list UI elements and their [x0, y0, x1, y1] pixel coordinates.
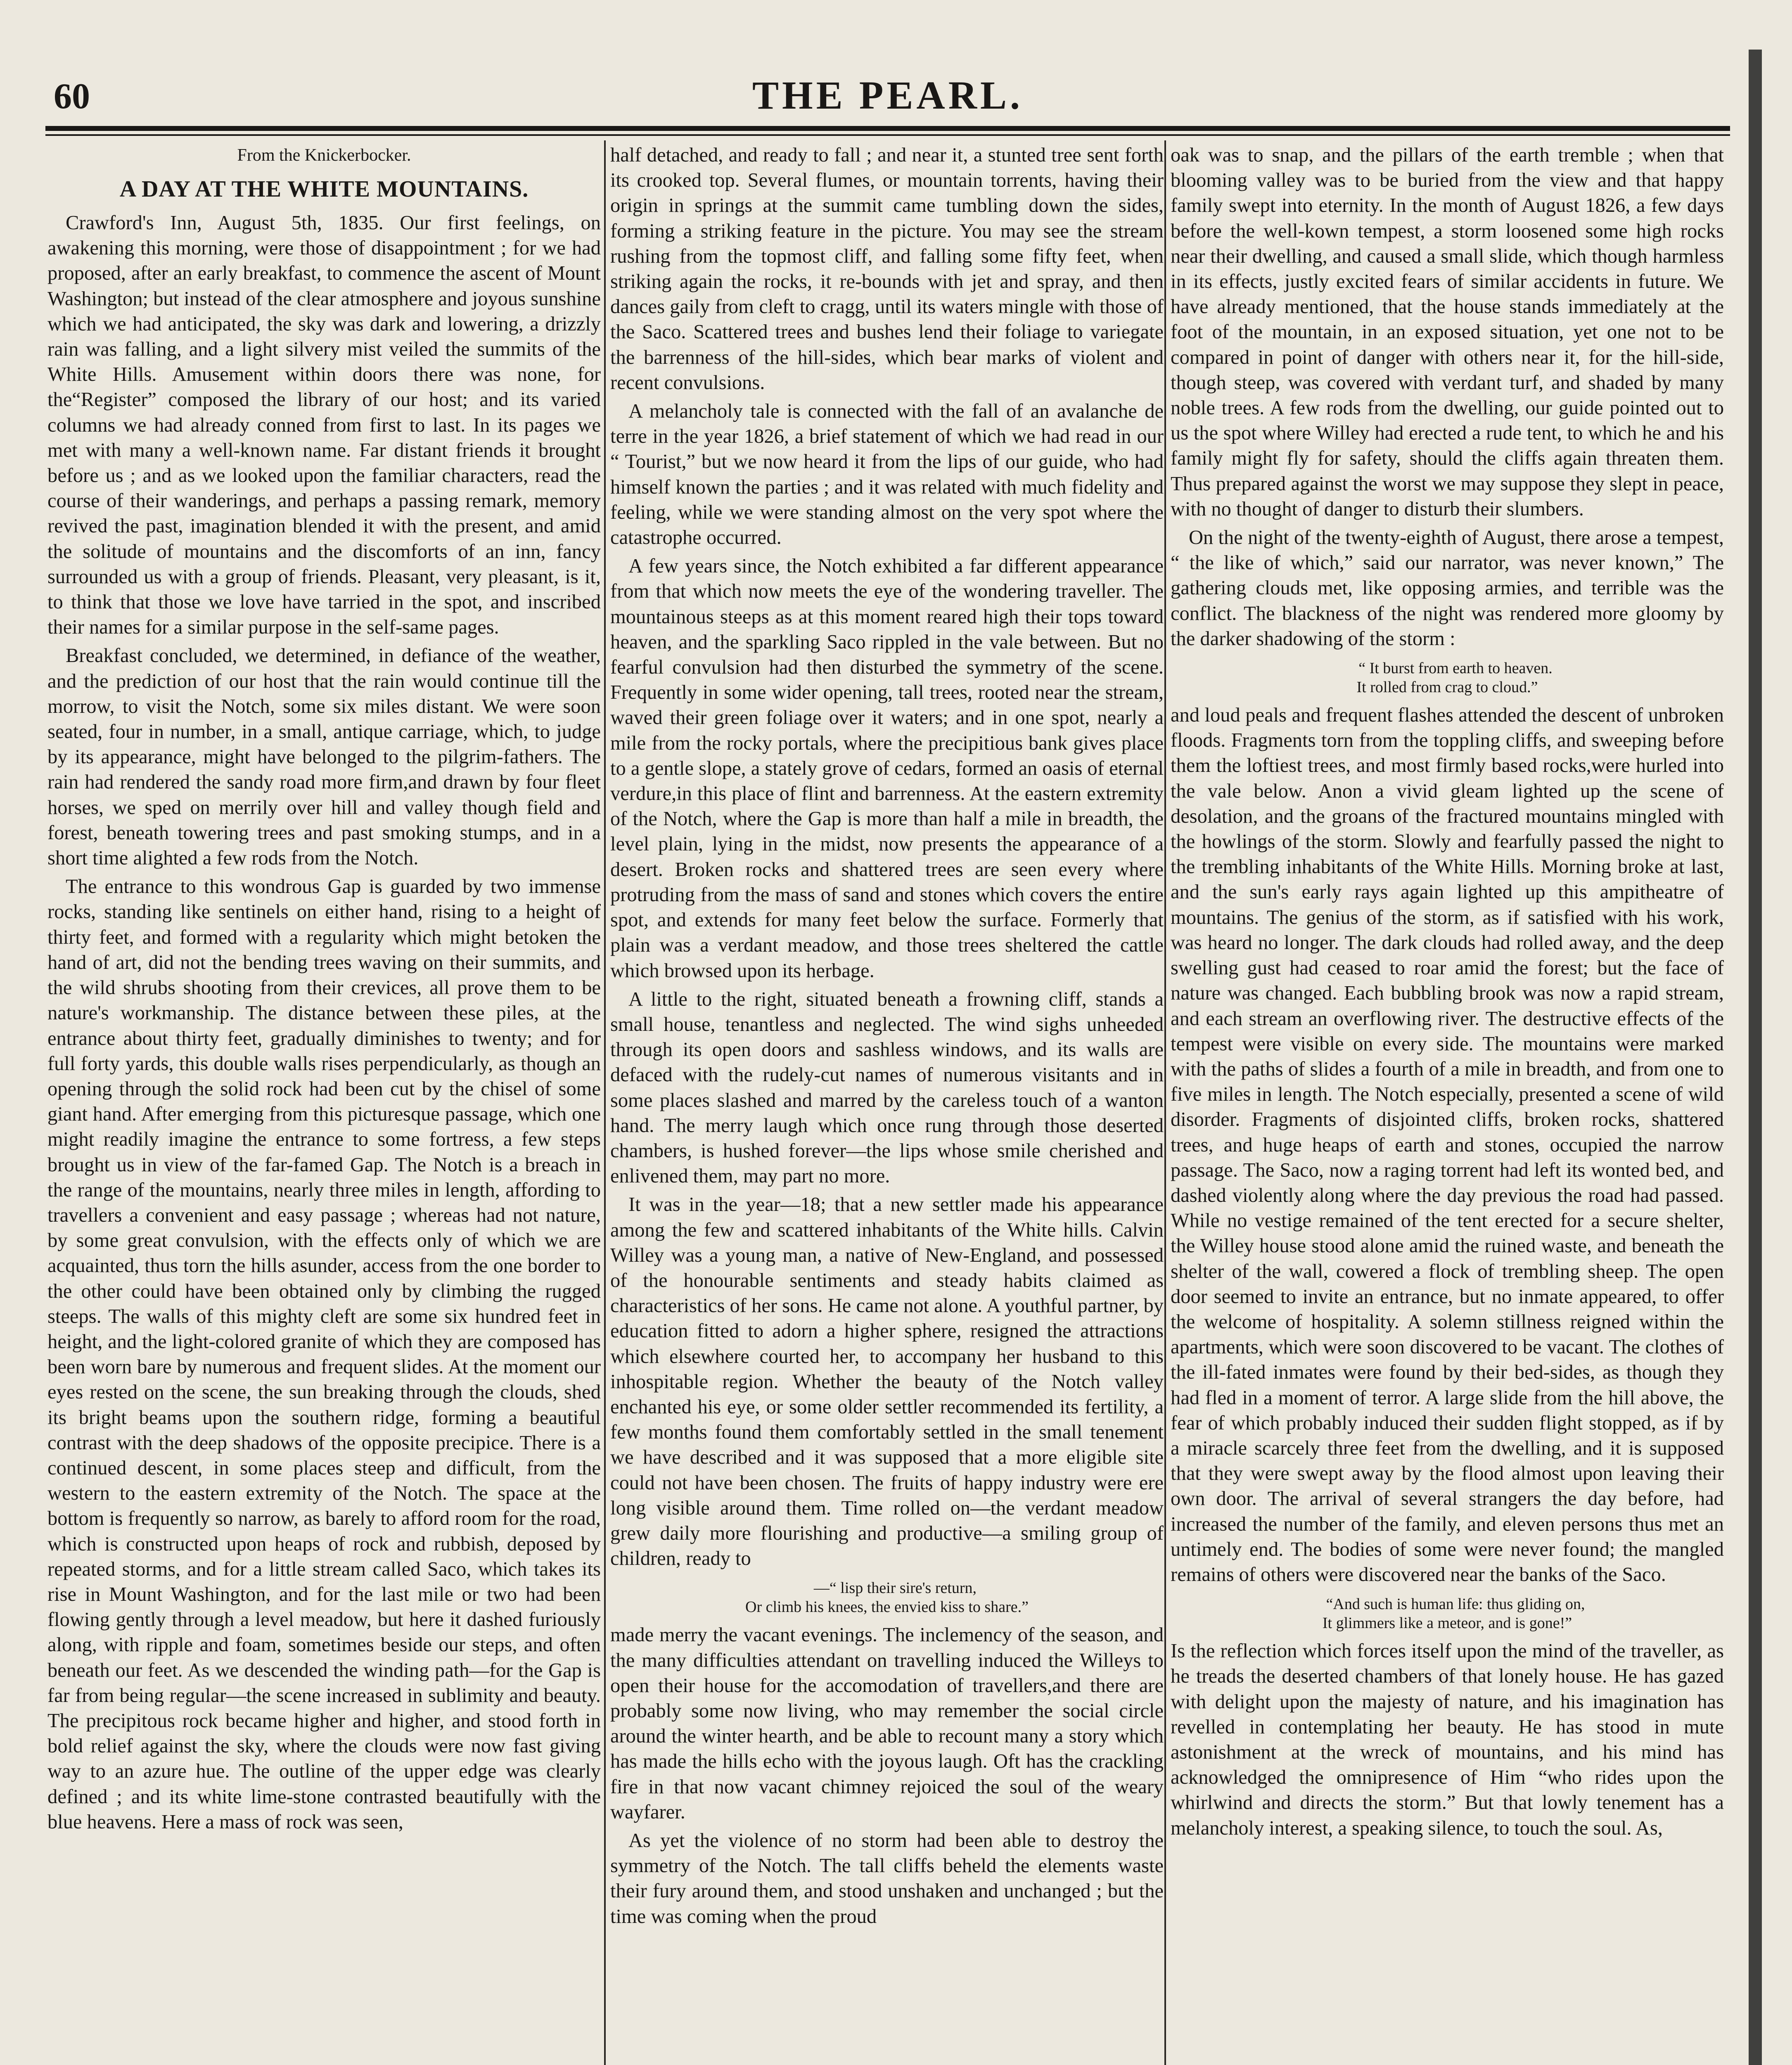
column-2	[610, 142, 1164, 2065]
column-divider	[1164, 140, 1166, 2065]
masthead-title: THE PEARL.	[752, 73, 1024, 117]
paragraph: and loud peals and frequent flashes attended the descent of unbroken floods. Fragments torn from the toppling cliffs, and sweeping before them the loftiest trees, and most firmly based rocks,were hurled into the vale below. Anon a vivid gleam lighted up the scene of desolation, and the groans of the fractured mountains mingled with the howlings of the storm. Slowly and fearfully passed the night to the trembling inhabitants of the White Hills. Morning broke at last, and the sun's early rays again lighted up this ampitheatre of mountains. The genius of the storm, as if satisfied with his work, was heard no longer. The dark clouds had rolled away, and the deep swelling gust had ceased to roar amid the forest; but the face of nature was changed. Each bubbling brook was now a rapid stream, and each stream an overflowing river. The destructive effects of the tempest were visible on every side. The mountains were marked with the paths of slides a fourth of a mile in breadth, and from one to five miles in length. The Notch especially, presented a scene of wild disorder. Fragments of disjointed cliffs, broken rocks, shattered trees, and huge heaps of earth and stones, occupied the narrow passage. The Saco, now a raging torrent had left its wonted bed, and dashed violently along where the day previous the road had passed. While no vestige remained of the tent erected for a secure shelter, the Willey house stood alone amid the ruined waste, and beneath the shelter of the wall, cowered a flock of trembling sheep. The open door seemed to invite an entrance, but no inmate appeared, to offer the welcome of hospitality. A solemn stillness reigned within the apartments, which were soon discovered to be vacant. The clothes of the ill-fated inmates were found by their bed-sides, as though they had fled in a moment of terror. A large slide from the hill above, the fear of which probably induced their sudden flight stopped, as if by a miracle scarcely three feet from the dwelling, and it is supposed that they were swept away by the flood almost upon leaving their own door. The arrival of several strangers the day before, had increased the number of the family, and eleven persons thus met an untimely end. The bodies of some were never found; the mangled remains of others were discovered near the banks of the Saco.	[1171, 704, 1724, 1586]
verse-line: It rolled from crag to cloud.”	[1356, 679, 1538, 696]
paragraph: oak was to snap, and the pillars of the earth tremble ; when that blooming valley was to be buried from the view and that happy family swept into eternity. In the month of August 1826, a few days before the well-kown tempest, a storm loosened some high rocks near their dwelling, and caused a small slide, which though harmless in its effects, justly excited fears of similar accidents in future. We have already mentioned, that the house stands immediately at the foot of the mountain, in an exposed situation, yet one not to be compared in point of danger with others near it, for the hill-side, though steep, was covered with verdant turf, and shaded by many noble trees. A few rods from the dwelling, our guide pointed out to us the spot where Willey had erected a rude tent, to which he and his family might fly for safety, should the cliffs again threaten them. Thus prepared against the worst we may suppose they slept in peace, with no thought of danger to disturb their slumbers.	[1171, 144, 1724, 520]
column-divider	[604, 140, 606, 2065]
source-line: From the Knickerbocker.	[237, 146, 411, 165]
paragraph: made merry the vacant evenings. The inclemency of the season, and the many difficulties attendant on travelling induced the Willeys to open their house for the accomodation of travellers,and there are probably some now living, who may remember the social circle around the winter hearth, and be able to recount many a story which has made the hills echo with the joyous laugh. Oft has the crackling fire in that now vacant chimney rejoiced the soul of the weary wayfarer.	[610, 1624, 1164, 1823]
column-1	[47, 142, 601, 2065]
verse-line: It glimmers like a meteor, and is gone!”	[1322, 1614, 1572, 1632]
paragraph: Is the reflection which forces itself upon the mind of the traveller, as he treads the deserted chambers of that lonely house. He has gazed with delight upon the majesty of nature, and his imagination has revelled in contemplating her beauty. He has stood in mute astonishment at the wreck of mountains, and his mind has acknowledged the omnipresence of Him “who rides upon the whirlwind and directs the storm.” But that lowly tenement has a melancholy interest, a speaking silence, to touch the soul. As,	[1171, 1640, 1724, 1839]
paragraph: Breakfast concluded, we determined, in defiance of the weather, and the prediction of our host that the rain would continue till the morrow, to visit the Notch, some six miles distant. We were soon seated, four in number, in a small, antique carriage, which, to judge by its appearance, might have belonged to the pilgrim-fathers. The rain had rendered the sandy road more firm,and drawn by four fleet horses, we sped on merrily over hill and valley though field and forest, beneath towering trees and past smoking stumps, and in a short time alighted a few rods from the Notch.	[47, 645, 601, 869]
scan-edge-mark	[1749, 50, 1762, 2065]
paragraph: half detached, and ready to fall ; and near it, a stunted tree sent forth its crooked top. Several flumes, or mountain torrents, having their origin in springs at the summit came tumbling down the sides, forming a striking feature in the picture. You may see the stream rushing from the topmost cliff, and falling some fifty feet, when striking again the rocks, it re-bounds with jet and spray, and then dances gaily from cleft to cragg, until its waters mingle with those of the Saco. Scattered trees and bushes lend their foliage to variegate the barrenness of the hill-sides, which bear marks of violent and recent convulsions.	[610, 144, 1164, 394]
verse-line: —“ lisp their sire's return,	[813, 1579, 977, 1597]
verse-quote	[1171, 659, 1724, 697]
verse-quote	[1171, 1595, 1724, 1633]
article-headline: A DAY AT THE WHITE MOUNTAINS.	[119, 176, 529, 202]
page-header	[45, 72, 1730, 122]
page-number: 60	[54, 76, 90, 116]
paragraph: A melancholy tale is connected with the fall of an avalanche de terre in the year 1826, a brief statement of which we had read in our “ Tourist,” but we now heard it from the lips of our guide, who had himself known the parties ; and it was related with much fidelity and feeling, while we were standing almost on the very spot where the catastrophe occurred.	[610, 400, 1164, 549]
column-3	[1171, 142, 1724, 2065]
paragraph: It was in the year—18; that a new settler made his appearance among the few and scattered inhabitants of the White hills. Calvin Willey was a young man, a native of New-England, and possessed of the honourable sentiments and steady habits claimed as characteristics of her sons. He came not alone. A youthful partner, by education fitted to adorn a higher sphere, resigned the attractions which elsewhere courted her, to accompany her husband to this inhospitable region. Whether the beauty of the Notch valley enchanted his eye, or some older settler recommended its fertility, a few months found them comfortably settled in the small tenement we have described and it was supposed that a more eligible site could not have been chosen. The fruits of happy industry were ere long visible around them. Time rolled on—the verdant meadow grew daily more flourishing and productive—a smiling group of children, ready to	[610, 1194, 1164, 1570]
paragraph: Crawford's Inn, August 5th, 1835. Our first feelings, on awakening this morning, were those of disappointment ; for we had proposed, after an early breakfast, to commence the ascent of Mount Washington; but instead of the clear atmosphere and joyous sunshine which we had anticipated, the sky was dark and lowering, a drizzly rain was falling, and a light silvery mist veiled the summits of the White Hills. Amusement within doors there was none, for the“Register” composed the library of our host; and its varied columns we had already conned from first to last. In its pages we met with many a well-known name. Far distant friends it brought before us ; and as we looked upon the familiar characters, read the course of their wanderings, and perhaps a passing remark, memory revived the past, imagination blended it with the present, and amid the solitude of mountains and the discomforts of an inn, fancy surrounded us with a group of friends. Pleasant, very pleasant, is it, to think that those we love have tarried in the spot, and inscribed their names for a similar purpose in the self-same pages.	[47, 212, 601, 638]
paragraph: A little to the right, situated beneath a frowning cliff, stands a small house, tenantless and neglected. The wind sighs unheeded through its open doors and sashless windows, and its walls are defaced with the rudely-cut names of numerous visitants and in some places slashed and marred by the careless touch of a wanton hand. The merry laugh which once rung through those deserted chambers, is hushed forever—the lips whose smile cherished and enlivened them, may part no more.	[610, 988, 1164, 1187]
paragraph: On the night of the twenty-eighth of August, there arose a tempest, “ the like of which,” said our narrator, was never known,” The gathering clouds met, like opposing armies, and terrible was the conflict. The blackness of the night was rendered more gloomy by the darker shadowing of the storm :	[1171, 527, 1724, 650]
verse-line: Or climb his knees, the envied kiss to share.”	[745, 1598, 1029, 1616]
header-rule-thick	[45, 126, 1730, 131]
verse-quote	[610, 1578, 1164, 1616]
paragraph: A few years since, the Notch exhibited a far different appearance from that which now meets the eye of the wondering traveller. The mountainous steeps as at this moment reared high their tops toward heaven, and the sparkling Saco rippled in the vale between. But no fearful convulsion had then disturbed the symmetry of the scene. Frequently in some wider opening, tall trees, rooted near the stream, waved their green foliage over it waters; and in one spot, nearly a mile from the rocky portals, where the precipitious bank gives place to a gentle slope, a stately grove of cedars, formed an oasis of eternal verdure,in this place of flint and barrenness. At the eastern extremity of the Notch, where the Gap is more than half a mile in breadth, the level plain, lying in the midst, now presents the appearance of a desert. Broken rocks and shattered trees are seen every where protruding from the mass of sand and stones which covers the entire spot, and extends for many feet below the surface. Formerly that plain was a verdant meadow, and those trees sheltered the cattle which browsed upon its herbage.	[610, 555, 1164, 982]
paragraph: As yet the violence of no storm had been able to destroy the symmetry of the Notch. The tall cliffs beheld the elements waste their fury around them, and stood unshaken and unchanged ; but the time was coming when the proud	[610, 1830, 1164, 1927]
header-rule-thin	[45, 134, 1730, 136]
verse-line: “And such is human life: thus gliding on,	[1326, 1595, 1585, 1613]
verse-line: “ It burst from earth to heaven.	[1358, 660, 1553, 677]
paragraph: The entrance to this wondrous Gap is guarded by two immense rocks, standing like sentinels on either hand, rising to a height of thirty feet, and formed with a regularity which might betoken the hand of art, did not the bending trees waving on their summits, and the wild shrubs shooting from their crevices, all prove them to be nature's workmanship. The distance between these piles, at the entrance about thirty feet, gradually diminishes to twenty; and for full forty yards, this double walls rises perpendicularly, as though an opening through the solid rock had been cut by the chisel of some giant hand. After emerging from this picturesque passage, which one might readily imagine the entrance to some fortress, a few steps brought us in view of the far-famed Gap. The Notch is a breach in the range of the mountains, nearly three miles in length, affording to travellers a convenient and easy passage ; whereas had not nature, by some great convulsion, with the effects only of which we are acquainted, thus torn the hills asunder, access from the one border to the other could have been obtained only by climbing the rugged steeps. The walls of this mighty cleft are some six hundred feet in height, and the light-colored granite of which they are composed has been worn bare by numerous and frequent slides. At the moment our eyes rested on the scene, the sun breaking through the clouds, shed its bright beams upon the southern ridge, forming a beautiful contrast with the deep shadows of the opposite precipice. There is a continued descent, in some places steep and difficult, from the western to the eastern extremity of the Notch. The space at the bottom is frequently so narrow, as barely to afford room for the road, which is constructed upon heaps of rock and rubbish, deposed by repeated storms, and for a little stream called Saco, which takes its rise in Mount Washington, and for the last mile or two had been flowing gently through a level meadow, but here it dashed furiously along, with ripple and foam, sometimes beside our steps, and often beneath our feet. As we descended the winding path—for the Gap is far from being regular—the scene increased in sublimity and beauty. The precipitous rock became higher and higher, and stood forth in bold relief against the sky, where the clouds were now fast giving way to an azure hue. The outline of the upper edge was clearly defined ; and its white lime-stone contrasted beautifully with the blue heavens. Here a mass of rock was seen,	[47, 876, 601, 1833]
